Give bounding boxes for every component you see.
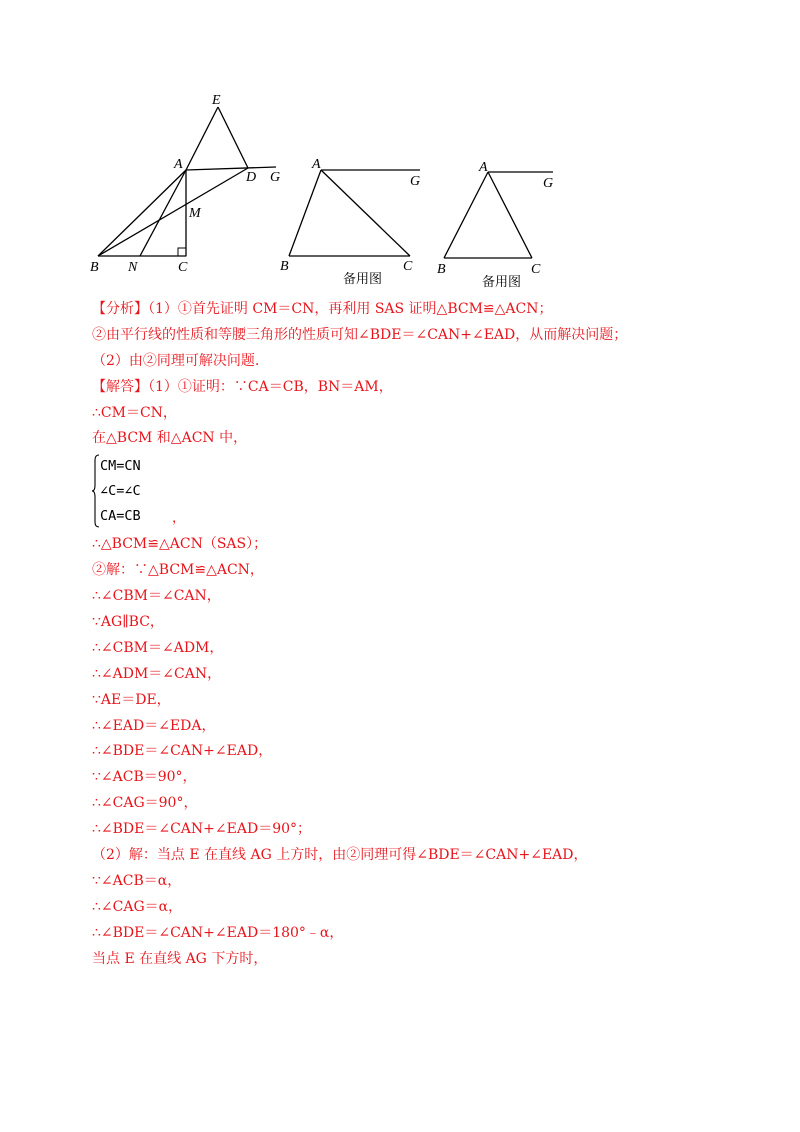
answer-line: ∴∠CAG＝α， bbox=[92, 898, 183, 915]
equation-system bbox=[92, 454, 752, 532]
label-A: A bbox=[174, 157, 183, 172]
answer-line: ∴∠ADM＝∠CAN， bbox=[92, 665, 222, 682]
segment-AG bbox=[186, 167, 276, 170]
figure-2 bbox=[289, 170, 420, 256]
answer-line: ∴∠CBM＝∠CAN， bbox=[92, 588, 221, 605]
segment-AB bbox=[289, 170, 321, 256]
right-angle-mark bbox=[178, 248, 186, 256]
equation-row: CM=CN bbox=[100, 458, 141, 475]
equation-row: ∠C=∠C bbox=[100, 483, 141, 500]
answer-line: 【解答】（1）①证明：∵CA＝CB，BN＝AM， bbox=[92, 378, 393, 395]
label-E: E bbox=[212, 93, 221, 108]
label-N: N bbox=[128, 260, 138, 275]
answer-line: 在△BCM 和△ACN 中， bbox=[92, 430, 248, 447]
answer-line: 当点 E 在直线 AG 下方时， bbox=[92, 950, 268, 967]
answer-line: ∴∠BDE＝∠CAN+∠EAD＝180°﹣α， bbox=[92, 924, 344, 941]
answer-line: ②解：∵△BCM≌△ACN， bbox=[92, 562, 264, 579]
label-B: B bbox=[90, 260, 99, 275]
answer-line: ∴∠CBM＝∠ADM， bbox=[92, 639, 224, 656]
segment-BD bbox=[98, 168, 248, 256]
left-brace-icon bbox=[92, 454, 100, 528]
answer-line: （2）解：当点 E 在直线 AG 上方时，由②同理可得∠BDE＝∠CAN+∠EAD， bbox=[92, 847, 588, 864]
answer-line: ∴∠BDE＝∠CAN+∠EAD， bbox=[92, 743, 273, 760]
analysis-line: ②由平行线的性质和等腰三角形的性质可知∠BDE＝∠CAN+∠EAD，从而解决问题； bbox=[92, 326, 628, 343]
label-G: G bbox=[543, 176, 554, 191]
analysis-line: （2）由②同理可解决问题. bbox=[92, 352, 260, 369]
figures-area bbox=[0, 0, 800, 300]
label-M: M bbox=[189, 206, 201, 221]
analysis-line: 【分析】（1）①首先证明 CM＝CN，再利用 SAS 证明△BCM≌△ACN； bbox=[92, 301, 553, 317]
figure-3 bbox=[444, 172, 553, 258]
answer-line: ∵AG∥BC， bbox=[92, 614, 164, 631]
segment-ED bbox=[218, 107, 248, 168]
label-A: A bbox=[312, 157, 321, 172]
label-G: G bbox=[410, 174, 421, 189]
label-G: G bbox=[270, 170, 281, 185]
answer-line: ∴∠BDE＝∠CAN+∠EAD＝90°； bbox=[92, 821, 312, 838]
figure-caption: 备用图 bbox=[343, 272, 383, 287]
geometry-figures bbox=[0, 0, 800, 300]
label-C: C bbox=[403, 259, 413, 274]
figure-caption: 备用图 bbox=[482, 275, 522, 290]
label-B: B bbox=[437, 262, 446, 277]
label-B: B bbox=[280, 259, 289, 274]
answer-line: ∵AE＝DE， bbox=[92, 691, 171, 708]
answer-line: ∴∠EAD＝∠EDA， bbox=[92, 717, 216, 734]
segment-AE bbox=[186, 107, 218, 170]
segment-NA bbox=[140, 170, 186, 256]
answer-line: ∴△BCM≌△ACN（SAS）； bbox=[92, 536, 268, 553]
equation-comma: ， bbox=[172, 510, 186, 527]
solution-text bbox=[92, 297, 752, 972]
label-A: A bbox=[479, 160, 488, 175]
equation-row: CA=CB bbox=[100, 508, 141, 525]
answer-line: ∵∠ACB＝90°， bbox=[92, 769, 197, 786]
segment-AC bbox=[488, 172, 532, 258]
segment-AC bbox=[321, 170, 410, 256]
segment-AB bbox=[444, 172, 488, 258]
label-C: C bbox=[531, 262, 541, 277]
answer-line: ∵∠ACB＝α， bbox=[92, 872, 182, 889]
label-C: C bbox=[178, 260, 188, 275]
answer-line: ∴CM＝CN， bbox=[92, 404, 177, 421]
segment-BA bbox=[98, 170, 186, 256]
label-D: D bbox=[246, 170, 257, 185]
answer-line: ∴∠CAG＝90°， bbox=[92, 795, 198, 812]
